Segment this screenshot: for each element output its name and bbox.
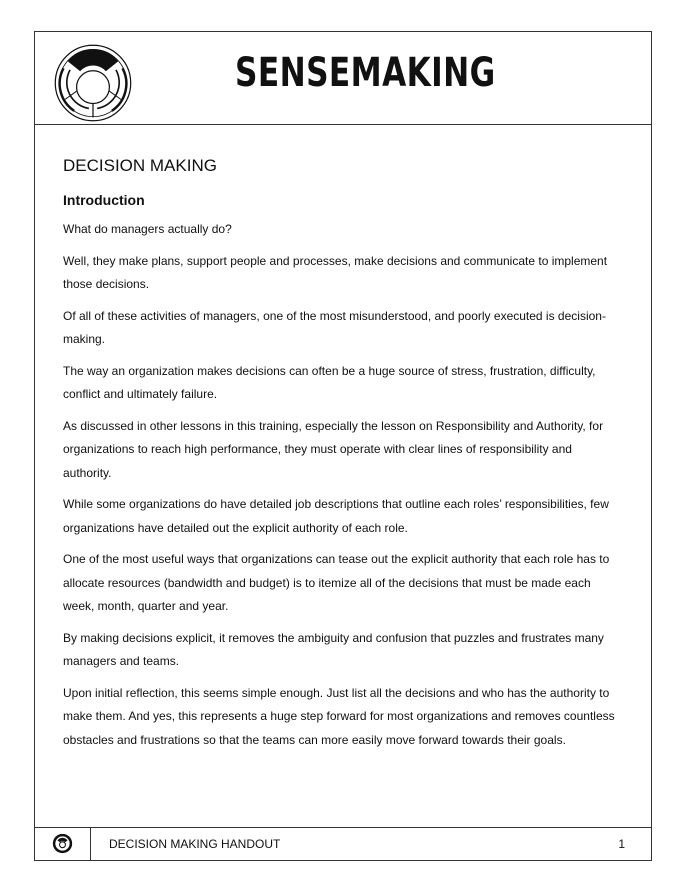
document-title: DECISION MAKING [63,156,217,175]
ring-logo-icon [52,833,73,854]
paragraph-6: While some organizations do have detailed job descriptions that outline each roles’ responsibilities, few organizations have detailed out the explicit authority of each role. [63,497,609,535]
page-header [35,32,651,125]
paragraph-3: Of all of these activities of managers, one of the most misunderstood, and poorly executed is decision-making. [63,308,606,346]
sensemaking-logo-icon [52,42,134,124]
paragraph-4: The way an organization makes decisions can often be a huge source of stress, frustration, difficulty, conflict and ultimately failure. [63,363,596,401]
page-footer [35,827,651,860]
paragraph-2: Well, they make plans, support people and processes, make decisions and communicate to implement those decisions. [63,253,608,291]
document-body [63,140,618,752]
page-number: 1 [618,837,625,851]
footer-handout-label: DECISION MAKING HANDOUT [109,837,281,851]
section-heading: Introduction [63,192,145,208]
footer-logo-cell [35,828,91,860]
paragraph-5: As discussed in other lessons in this training, especially the lesson on Responsibility and Authority, for organizations to reach high performance, they must operate with clear lines of responsibility and authority. [63,418,604,480]
paragraph-1: What do managers actually do? [63,222,232,236]
paragraph-7: One of the most useful ways that organizations can tease out the explicit authority that each role has to allocate resources (bandwidth and budget) is to itemize all of the decisions that must be made each week, month, quarter and year. [63,552,610,613]
paragraph-9: Upon initial reflection, this seems simple enough. Just list all the decisions and who has the authority to make them. And yes, this represents a huge step forward for most organizations and removes countless obstacles and frustrations so that the teams can more easily move forward towards their goals. [63,685,615,747]
brand-title: SENSEMAKING [235,50,496,96]
page-frame [34,31,652,861]
paragraph-8: By making decisions explicit, it removes the ambiguity and confusion that puzzles and frustrates many managers and teams. [63,630,604,668]
